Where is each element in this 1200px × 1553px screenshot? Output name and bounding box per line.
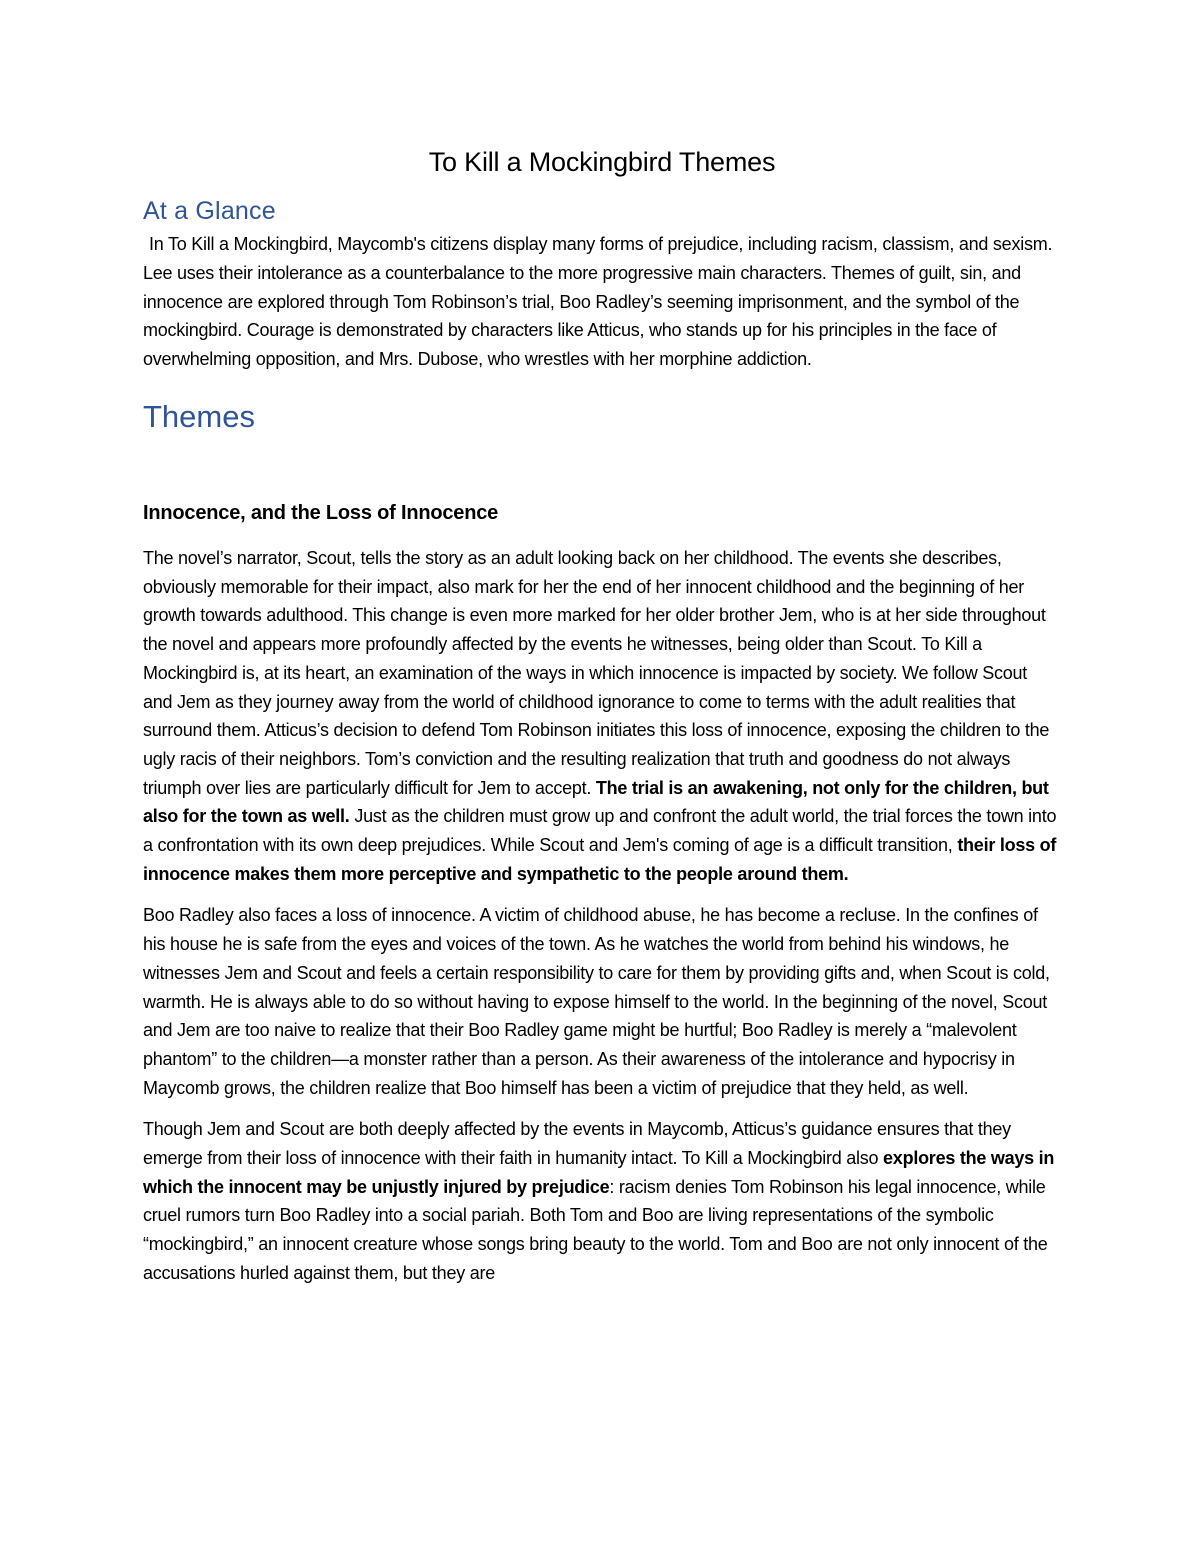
innocence-paragraph-1 xyxy=(143,544,1061,888)
at-a-glance-text: In To Kill a Mockingbird, Maycomb's citizens display many forms of prejudice, including racism, classism, and sexism. Lee uses their intolerance as a counterbalance to the more progressive main characters. Themes of guilt, sin, and innocence are explored through Tom Robinson’s trial, Boo Radley’s seeming imprisonment, and the symbol of the mockingbird. Courage is demonstrated by characters like Atticus, who stands up for his principles in the face of overwhelming opposition, and Mrs. Dubose, who wrestles with her morphine addiction. xyxy=(143,234,1053,370)
innocence-paragraph-2: Boo Radley also faces a loss of innocence. A victim of childhood abuse, he has become a recluse. In the confines of his house he is safe from the eyes and voices of the town. As he watches the world from behind his windows, he witnesses Jem and Scout and feels a certain responsibility to care for them by providing gifts and, when Scout is cold, warmth. He is always able to do so without having to expose himself to the world. In the beginning of the novel, Scout and Jem are too naive to realize that their Boo Radley game might be hurtful; Boo Radley is merely a “malevolent phantom” to the children—a monster rather than a person. As their awareness of the intolerance and hypocrisy in Maycomb grows, the children realize that Boo himself has been a victim of prejudice that they held, as well. xyxy=(143,905,1050,1098)
document-title: To Kill a Mockingbird Themes xyxy=(428,147,776,177)
p1-text-1: The novel’s narrator, Scout, tells the story as an adult looking back on her childhood. The events she describes, obviously memorable for their impact, also mark for her the end of her innocent childhood and the beginning of her growth towards adulthood. This change is even more marked for her older brother Jem, who is at her side throughout the novel and appears more profoundly affected by the events he witnesses, being older than Scout. To Kill a Mockingbird is, at its heart, an examination of the ways in which innocence is impacted by society. We follow Scout and Jem as they journey away from the world of childhood ignorance to come to terms with the adult realities that surround them. Atticus’s decision to defend Tom Robinson initiates this loss of innocence, exposing the children to the ugly racis of their neighbors. Tom’s conviction and the resulting realization that truth and goodness do not always triumph over lies are particularly difficult for Jem to accept. xyxy=(143,547,1050,798)
p1-bold-2: their loss of innocence makes them more perceptive and sympathetic to the people around them. xyxy=(143,835,1057,884)
p1-text-2: Just as the children must grow up and confront the adult world, the trial forces the town into a confrontation with its own deep prejudices. While Scout and Jem's coming of age is a difficult transition, xyxy=(143,806,1057,856)
innocence-paragraph-3 xyxy=(143,1115,1061,1287)
p3-bold-1: explores the ways in which the innocent may be unjustly injured by prejudice xyxy=(143,1148,1055,1197)
themes-heading: Themes xyxy=(143,398,255,434)
document-page xyxy=(143,142,1061,1301)
p3-text-2: : racism denies Tom Robinson his legal innocence, while cruel rumors turn Boo Radley into a social pariah. Both Tom and Boo are living representations of the symbolic “mockingbird,” an innocent creature whose songs bring beauty to the world. Tom and Boo are not only innocent of the accusations hurled against them, but they are xyxy=(143,1176,1048,1283)
p3-text-1: Though Jem and Scout are both deeply affected by the events in Maycomb, Atticus’s guidance ensures that they emerge from their loss of innocence with their faith in humanity intact. To Kill a Mockingbird also xyxy=(143,1119,1011,1169)
innocence-heading: Innocence, and the Loss of Innocence xyxy=(143,501,499,524)
p1-bold-1: The trial is an awakening, not only for the children, but also for the town as well. xyxy=(143,777,1049,827)
at-a-glance-heading: At a Glance xyxy=(143,197,276,225)
